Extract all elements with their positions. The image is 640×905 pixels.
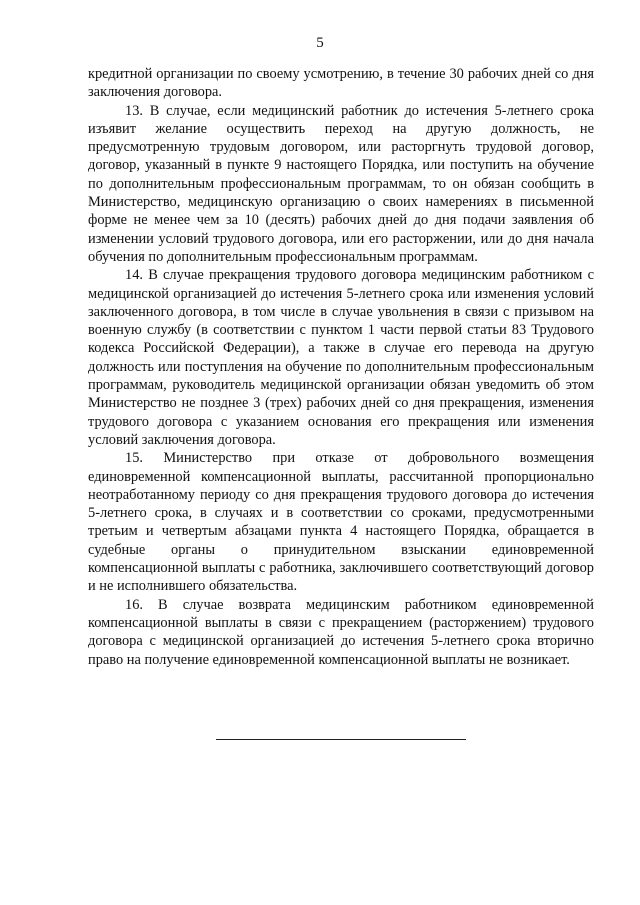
document-body (88, 65, 594, 669)
paragraph-item-16: 16. В случае возврата медицинским работником единовременной компенсационной выплаты в связи с прекращением (расторжением) трудового договора с медицинской организацией до истечения 5-летнего срока вторично право на получение единовременной компенсационной выплаты не возникает. (88, 596, 594, 668)
paragraph-item-14: 14. В случае прекращения трудового договора медицинским работником с медицинской организацией до истечения 5-летнего срока или изменения условий заключенного договора, в том числе в случае увольнения в связи с призывом на военную службу (в соответствии с пунктом 1 части первой статьи 83 Трудового кодекса Российской Федерации), а также в случае его перевода на другую должность или поступления на обучение по дополнительным профессиональным программам, руководитель медицинской организации обязан уведомить об этом Министерство не позднее 3 (трех) рабочих дней со дня прекращения, изменения трудового договора с указанием основания его прекращения или изменения условий заключения договора. (88, 267, 594, 448)
page-number: 5 (316, 35, 324, 51)
closing-rule (216, 739, 466, 740)
paragraph-continuation: кредитной организации по своему усмотрению, в течение 30 рабочих дней со дня заключения договора. (88, 66, 594, 101)
paragraph-item-13: 13. В случае, если медицинский работник до истечения 5-летнего срока изъявит желание осуществить переход на другую должность, не предусмотренную трудовым договором, или расторгнуть трудовой договор, договор, указанный в пункте 9 настоящего Порядка, или поступить на обучение по дополнительным профессиональным программам, то он обязан сообщить в Министерство, медицинскую организацию о своих намерениях в письменной форме не менее чем за 10 (десять) рабочих дней до дня подачи заявления об изменении условий трудового договора, или его расторжении, или до дня начала обучения по дополнительным профессиональным программам. (88, 102, 594, 265)
paragraph-item-15: 15. Министерство при отказе от добровольного возмещения единовременной компенсационной выплаты, рассчитанной пропорционально неотработанному периоду со дня прекращения трудового договора до истечения 5-летнего срока, в случаях и в соответствии со сроками, предусмотренными третьим и четвертым абзацами пункта 4 настоящего Порядка, обращается в судебные органы о принудительном взыскании единовременной компенсационной выплаты с работника, заключившего соответствующий договор и не исполнившего обязательства. (88, 450, 594, 595)
